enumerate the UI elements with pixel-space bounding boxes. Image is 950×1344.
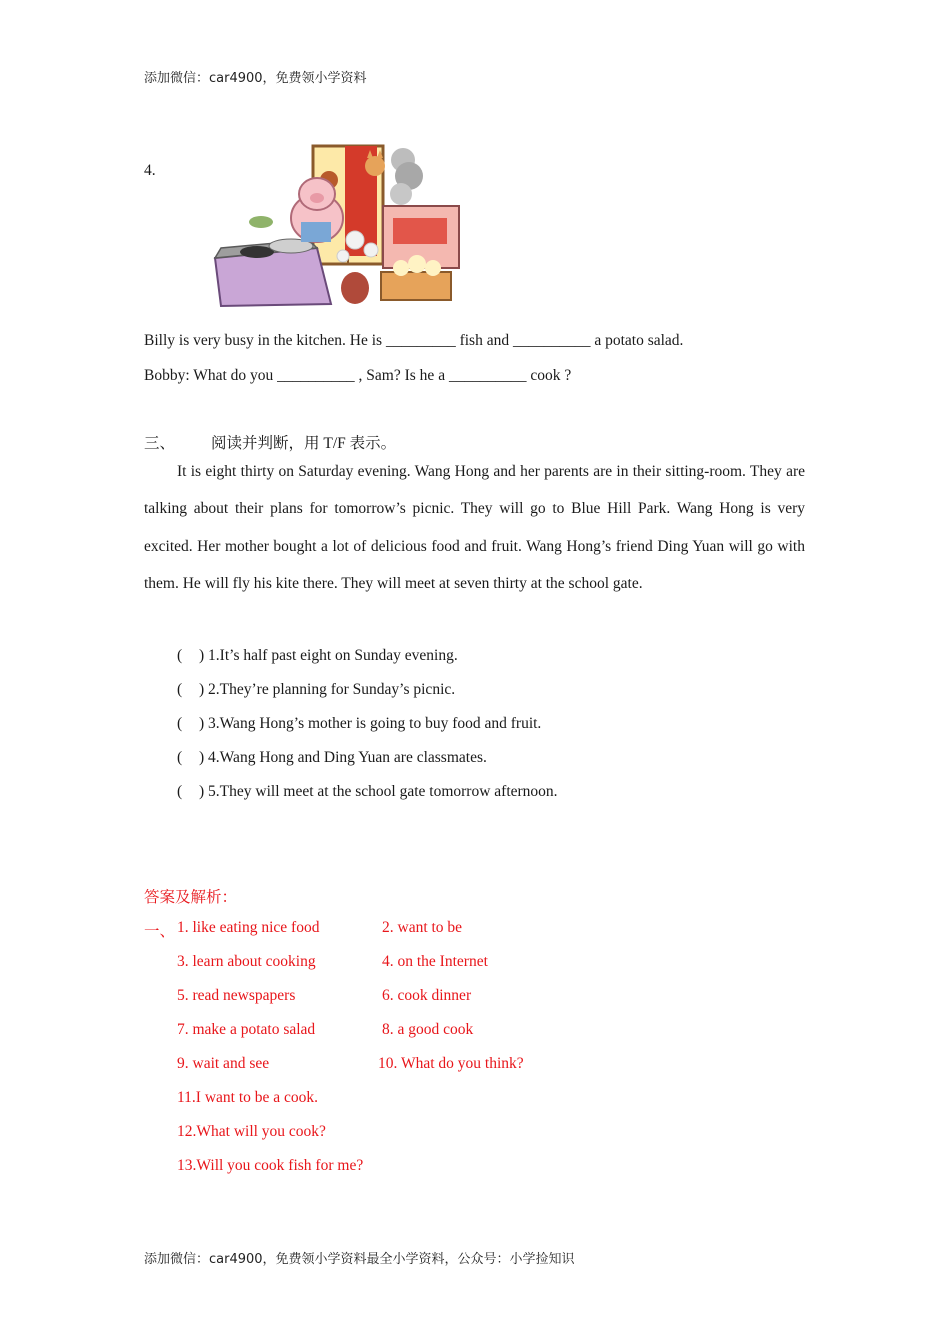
answers-prefix: 一、 [144,923,176,940]
reading-passage: It is eight thirty on Saturday evening. Wang Hong and her parents are in their sitting-room. They are talking about their plans for tomorrow’s picnic. They will go to Blue Hill Park. Wang Hong is very excited. Her mother bought a lot of delicious food and fruit. Wang Hong’s friend Ding Yuan will go with them. He will fly his kite there. They will meet at seven thirty at the school gate. [144,463,805,592]
answer-8: 8. a good cook [382,1021,474,1038]
answer-6: 6. cook dinner [382,987,472,1004]
section-number: 三、 [144,435,176,452]
page-header: 添加微信：car4900，免费领小学资料 [144,71,367,86]
answer-7: 7. make a potato salad [177,1021,316,1038]
kitchen-pig-cooking-illustration-icon [205,136,467,310]
tf-item-4: ( ) 4.Wang Hong and Ding Yuan are classmates. [177,749,487,766]
answer-5: 5. read newspapers [177,987,296,1004]
answer-9: 9. wait and see [177,1055,270,1072]
answer-10: 10. What do you think? [378,1055,524,1072]
question-line-1: Billy is very busy in the kitchen. He is _________ fish and __________ a potato salad. [144,332,684,349]
page-footer: 添加微信：car4900，免费领小学资料最全小学资料，公众号：小学捡知识 [144,1252,575,1267]
answers-title: 答案及解析： [144,889,238,906]
question-number: 4. [144,162,156,179]
answer-12: 12.What will you cook? [177,1123,326,1140]
answer-4: 4. on the Internet [382,953,488,970]
tf-item-1: ( ) 1.It’s half past eight on Sunday evening. [177,647,458,664]
answer-13: 13.Will you cook fish for me? [177,1157,364,1174]
tf-item-5: ( ) 5.They will meet at the school gate tomorrow afternoon. [177,783,558,800]
answer-3: 3. learn about cooking [177,953,316,970]
answer-11: 11.I want to be a cook. [177,1089,319,1106]
tf-item-2: ( ) 2.They’re planning for Sunday’s picnic. [177,681,456,698]
tf-item-3: ( ) 3.Wang Hong’s mother is going to buy food and fruit. [177,715,542,732]
answer-2: 2. want to be [382,919,463,936]
question-line-2: Bobby: What do you __________ , Sam? Is he a __________ cook ? [144,367,572,384]
answer-1: 1. like eating nice food [177,919,320,936]
section-title: 阅读并判断，用 T/F 表示。 [211,435,397,452]
